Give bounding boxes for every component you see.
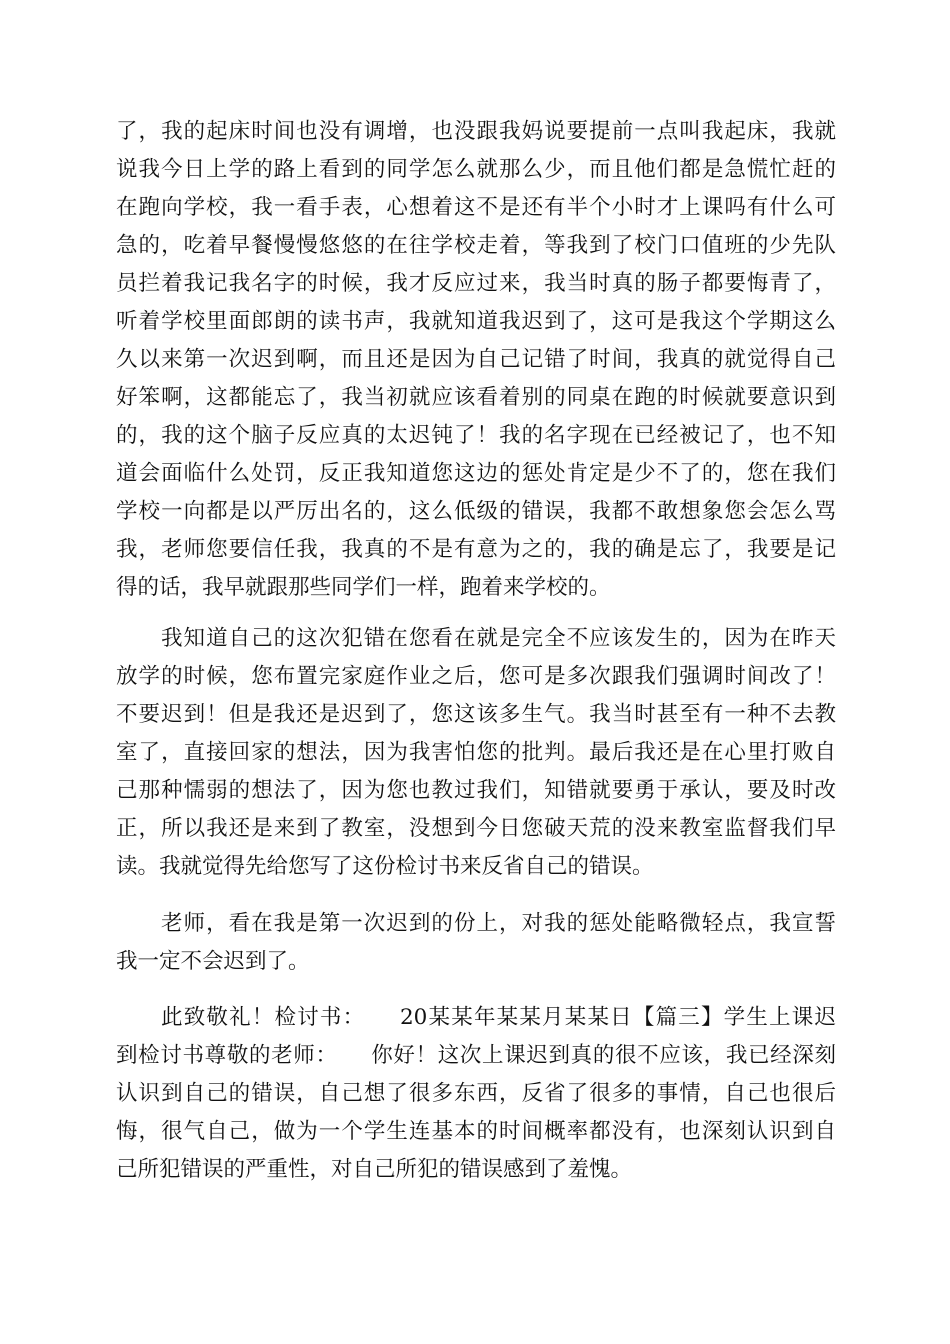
text-line: 室了，直接回家的想法，因为我害怕您的批判。最后我还是在心里打败自: [116, 740, 836, 765]
text-line: 己所犯错误的严重性，对自己所犯的错误感到了羞愧。: [116, 1157, 633, 1182]
text-line: 悔，很气自己，做为一个学生连基本的时间概率都没有，也深刻认识到自: [116, 1119, 836, 1144]
text-line: 我，老师您要信任我，我真的不是有意为之的，我的确是忘了，我要是记: [116, 537, 836, 562]
text-line: 放学的时候，您布置完家庭作业之后，您可是多次跟我们强调时间改了！: [116, 664, 836, 689]
text-line: 久以来第一次迟到啊，而且还是因为自己记错了时间，我真的就觉得自己: [116, 347, 836, 372]
text-line: 认识到自己的错误，自己想了很多东西，反省了很多的事情，自己也很后: [116, 1081, 836, 1106]
text-line: 好笨啊，这都能忘了，我当初就应该看着别的同桌在跑的时候就要意识到: [116, 385, 836, 410]
text-line: 读。我就觉得先给您写了这份检讨书来反省自己的错误。: [116, 854, 654, 879]
text-line: 听着学校里面郎朗的读书声，我就知道我迟到了，这可是我这个学期这么: [116, 309, 836, 334]
text-line: 我知道自己的这次犯错在您看在就是完全不应该发生的，因为在昨天: [161, 626, 836, 651]
text-line: 正，所以我还是来到了教室，没想到今日您破天荒的没来教室监督我们早: [116, 816, 836, 841]
text-line: 道会面临什么处罚，反正我知道您这边的惩处肯定是少不了的，您在我们: [116, 461, 836, 486]
text-line: 己那种懦弱的想法了，因为您也教过我们，知错就要勇于承认，要及时改: [116, 778, 836, 803]
text-line: 不要迟到！但是我还是迟到了，您这该多生气。我当时甚至有一种不去教: [116, 702, 836, 727]
text-line: 的，我的这个脑子反应真的太迟钝了！我的名字现在已经被记了，也不知: [116, 423, 836, 448]
text-line: 在跑向学校，我一看手表，心想着这不是还有半个小时才上课吗有什么可: [116, 195, 836, 220]
text-line: 老师，看在我是第一次迟到的份上，对我的惩处能略微轻点，我宣誓: [161, 911, 836, 936]
text-line: 到检讨书尊敬的老师： 你好！这次上课迟到真的很不应该，我已经深刻: [116, 1043, 836, 1068]
text-line: 此致敬礼！检讨书： 20某某年某某月某某日【篇三】学生上课迟: [161, 1005, 836, 1030]
text-line: 得的话，我早就跟那些同学们一样，跑着来学校的。: [116, 575, 611, 600]
text-line: 员拦着我记我名字的时候，我才反应过来，我当时真的肠子都要悔青了，: [116, 271, 836, 296]
text-line: 我一定不会迟到了。: [116, 949, 310, 974]
text-line: 说我今日上学的路上看到的同学怎么就那么少，而且他们都是急慌忙赶的: [116, 157, 836, 182]
text-line: 急的，吃着早餐慢慢悠悠的在往学校走着，等我到了校门口值班的少先队: [116, 233, 836, 258]
text-line: 了，我的起床时间也没有调增，也没跟我妈说要提前一点叫我起床，我就: [116, 119, 836, 144]
text-line: 学校一向都是以严厉出名的，这么低级的错误，我都不敢想象您会怎么骂: [116, 499, 836, 524]
